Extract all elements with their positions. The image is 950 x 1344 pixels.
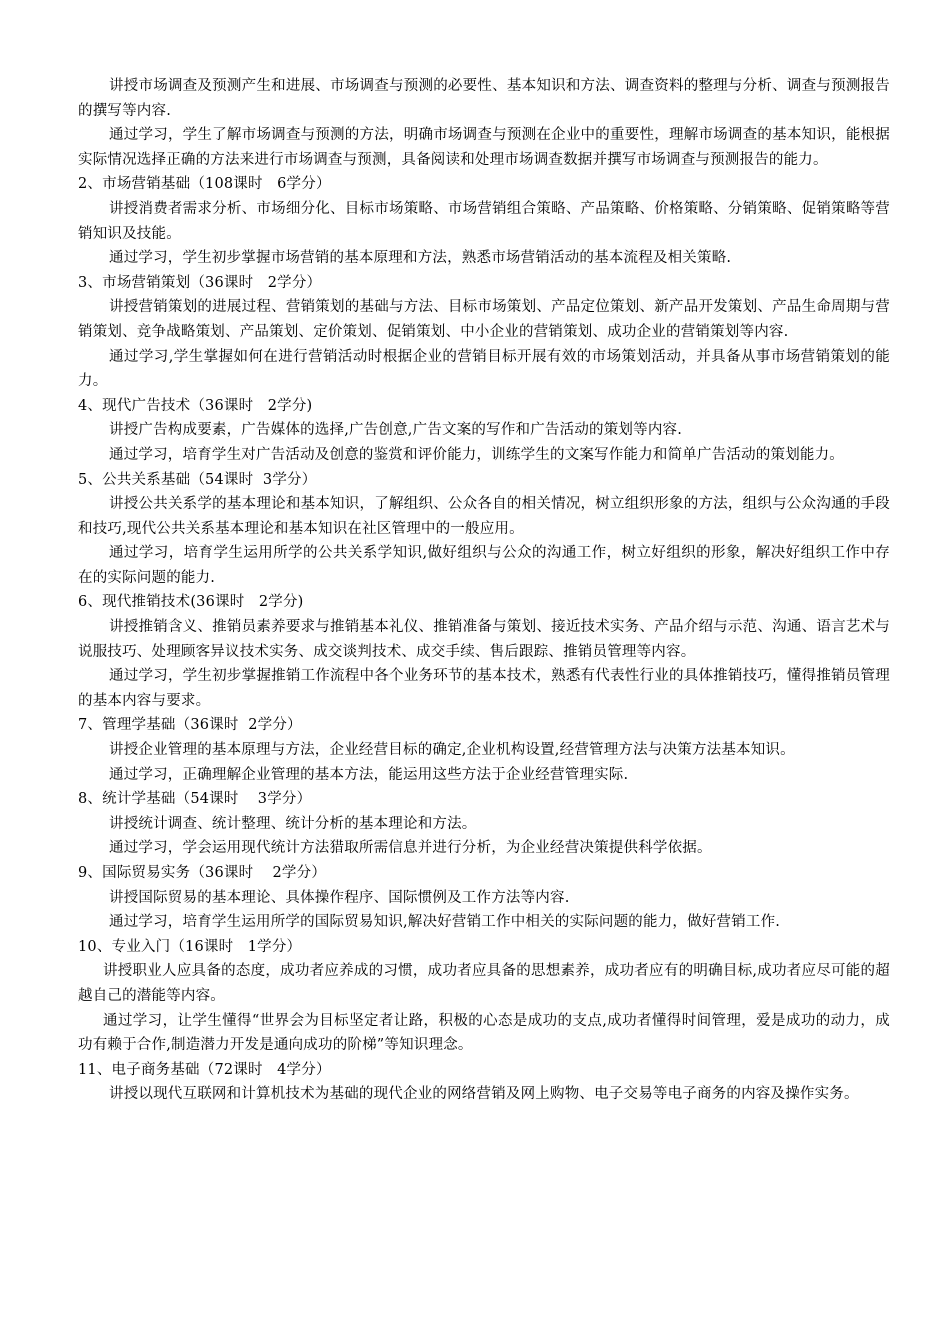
course-2-goal: 通过学习，学生初步掌握市场营销的基本原理和方法，熟悉市场营销活动的基本流程及相关策略.	[109, 250, 732, 267]
course-10-teach: 讲授职业人应具备的态度，成功者应养成的习惯，成功者应具备的思想素养，成功者应有的明确目标,成功者应尽可能的超越自己的潜能等内容。	[78, 963, 890, 1004]
course-heading-2: 2、市场营销基础（108课时 6学分）	[78, 176, 331, 193]
course-8-goal: 通过学习，学会运用现代统计方法猎取所需信息并进行分析，为企业经营决策提供科学依据。	[109, 840, 712, 857]
course-4-goal: 通过学习，培育学生对广告活动及创意的鉴赏和评价能力，训练学生的文案写作能力和简单广告活动的策划能力。	[109, 446, 844, 463]
course-4-teach: 讲授广告构成要素，广告媒体的选择,广告创意,广告文案的写作和广告活动的策划等内容.	[109, 422, 683, 439]
course-2-teach: 讲授消费者需求分析、市场细分化、目标市场策略、市场营销组合策略、产品策略、价格策略、分销策略、促销策略等营销知识及技能。	[78, 200, 890, 242]
course-7-goal: 通过学习，正确理解企业管理的基本方法，能运用这些方法于企业经营管理实际.	[109, 766, 629, 783]
course-heading-3: 3、市场营销策划（36课时 2学分）	[78, 274, 322, 291]
course-5-goal: 通过学习，培育学生运用所学的公共关系学知识,做好组织与公众的沟通工作，树立好组织的形象，解决好组织工作中存在的实际问题的能力.	[78, 545, 890, 586]
course-heading-6: 6、现代推销技术(36课时 2学分)	[78, 594, 304, 611]
course-5-teach: 讲授公共关系学的基本理论和基本知识，了解组织、公众各自的相关情况，树立组织形象的方法，组织与公众沟通的手段和技巧,现代公共关系基本理论和基本知识在社区管理中的一般应用。	[78, 496, 890, 537]
course-8-teach: 讲授统计调查、统计整理、统计分析的基本理论和方法。	[109, 815, 477, 832]
course-heading-10: 10、专业入门（16课时 1学分）	[78, 938, 302, 955]
course-6-teach: 讲授推销含义、推销员素养要求与推销基本礼仪、推销准备与策划、接近技术实务、产品介绍与示范、沟通、语言艺术与说服技巧、处理顾客异议技术实务、成交谈判技术、成交手续、售后跟踪、推销员管理等内容。	[78, 619, 890, 660]
course-heading-8: 8、统计学基础（54课时 3学分）	[78, 791, 312, 808]
intro-teach-paragraph: 讲授市场调查及预测产生和进展、市场调查与预测的必要性、基本知识和方法、调查资料的整理与分析、调查与预测报告的撰写等内容.	[78, 78, 890, 119]
course-3-teach: 讲授营销策划的进展过程、营销策划的基础与方法、目标市场策划、产品定位策划、新产品开发策划、产品生命周期与营销策划、竞争战略策划、产品策划、定价策划、促销策划、中小企业的营销策划、成功企业的营销策划等内容.	[78, 299, 890, 340]
course-9-teach: 讲授国际贸易的基本理论、具体操作程序、国际惯例及工作方法等内容.	[109, 889, 570, 906]
course-9-goal: 通过学习，培育学生运用所学的国际贸易知识,解决好营销工作中相关的实际问题的能力，做好营销工作.	[109, 914, 781, 931]
course-heading-9: 9、国际贸易实务（36课时 2学分）	[78, 865, 327, 881]
course-11-teach: 讲授以现代互联网和计算机技术为基础的现代企业的网络营销及网上购物、电子交易等电子商务的内容及操作实务。	[109, 1086, 859, 1103]
course-10-goal: 通过学习，让学生懂得“世界会为目标坚定者让路，积极的心态是成功的支点,成功者懂得时间管理，爱是成功的动力，成功有赖于合作,制造潜力开发是通向成功的阶梯”等知识理念。	[78, 1012, 890, 1054]
course-6-goal: 通过学习，学生初步掌握推销工作流程中各个业务环节的基本技术，熟悉有代表性行业的具体推销技巧，懂得推销员管理的基本内容与要求。	[78, 668, 890, 709]
course-heading-5: 5、公共关系基础（54课时 3学分）	[78, 471, 317, 488]
course-7-teach: 讲授企业管理的基本原理与方法，企业经营目标的确定,企业机构设置,经营管理方法与决策方法基本知识。	[109, 742, 795, 759]
course-heading-7: 7、管理学基础（36课时 2学分）	[78, 717, 302, 734]
intro-goal-paragraph: 通过学习，学生了解市场调查与预测的方法，明确市场调查与预测在企业中的重要性，理解市场调查的基本知识，能根据实际情况选择正确的方法来进行市场调查与预测，具备阅读和处理市场调查数据并撰写市场调查与预测报告的能力。	[78, 127, 890, 168]
course-3-goal: 通过学习,学生掌握如何在进行营销活动时根据企业的营销目标开展有效的市场策划活动，并具备从事市场营销策划的能力。	[78, 348, 890, 390]
course-heading-11: 11、电子商务基础（72课时 4学分）	[78, 1061, 331, 1078]
course-heading-4: 4、现代广告技术（36课时 2学分)	[78, 397, 313, 414]
